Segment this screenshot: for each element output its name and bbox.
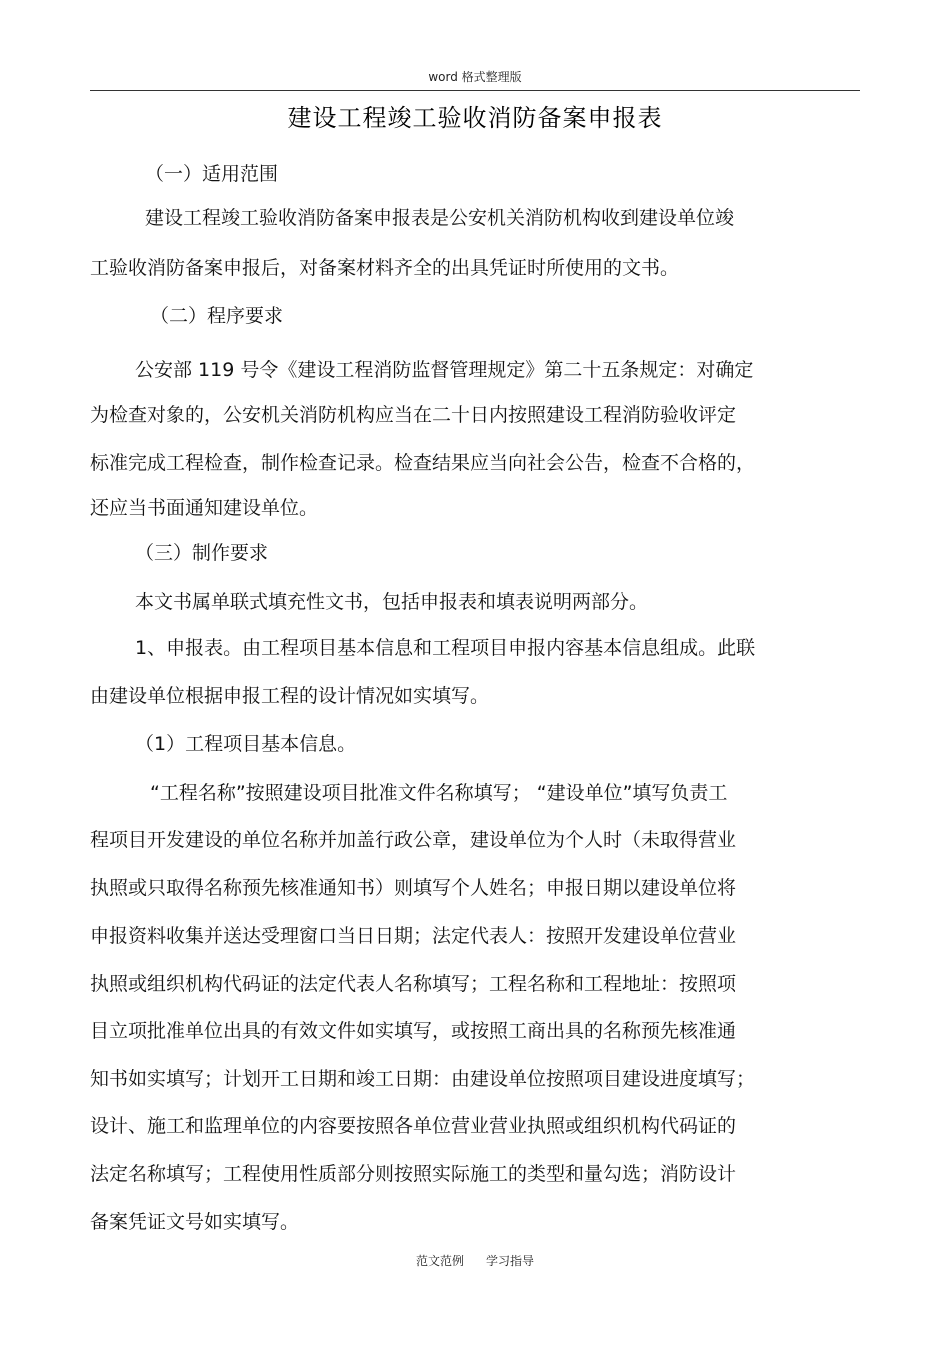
paragraph-line: 公安部 119 号令《建设工程消防监督管理规定》第二十五条规定：对确定	[135, 359, 754, 381]
paragraph-line: 知书如实填写；计划开工日期和竣工日期：由建设单位按照项目建设进度填写；	[90, 1068, 756, 1090]
paragraph-line: 法定名称填写；工程使用性质部分则按照实际施工的类型和量勾选；消防设计	[90, 1163, 737, 1185]
section-heading-scope: （一）适用范围	[145, 163, 279, 185]
paragraph-line: 执照或组织机构代码证的法定代表人名称填写；工程名称和工程地址：按照项	[90, 973, 737, 995]
paragraph-line: 为检查对象的，公安机关消防机构应当在二十日内按照建设工程消防验收评定	[90, 404, 737, 426]
paragraph-line: 还应当书面通知建设单位。	[90, 497, 319, 519]
paragraph-line: 设计、施工和监理单位的内容要按照各单位营业营业执照或组织机构代码证的	[90, 1115, 737, 1137]
subsection-heading: （1）工程项目基本信息。	[135, 733, 357, 755]
paragraph-line: 由建设单位根据申报工程的设计情况如实填写。	[90, 685, 490, 707]
paragraph-line: 工验收消防备案申报后，对备案材料齐全的出具凭证时所使用的文书。	[90, 257, 680, 279]
paragraph-line: 执照或只取得名称预先核准通知书）则填写个人姓名；申报日期以建设单位将	[90, 877, 737, 899]
header-divider	[90, 90, 860, 91]
paragraph-line: 标准完成工程检查，制作检查记录。检查结果应当向社会公告，检查不合格的，	[90, 452, 756, 474]
page-footer	[0, 1252, 950, 1269]
paragraph-line: 目立项批准单位出具的有效文件如实填写，或按照工商出具的名称预先核准通	[90, 1020, 737, 1042]
paragraph-line: 本文书属单联式填充性文书，包括申报表和填表说明两部分。	[135, 591, 649, 613]
paragraph-line: 程项目开发建设的单位名称并加盖行政公章，建设单位为个人时（未取得营业	[90, 829, 737, 851]
page-header: word 格式整理版	[428, 70, 522, 84]
paragraph-line: 申报资料收集并送达受理窗口当日日期；法定代表人：按照开发建设单位营业	[90, 925, 737, 947]
footer-right-text: 学习指导	[486, 1254, 535, 1268]
paragraph-line: 备案凭证文号如实填写。	[90, 1211, 300, 1233]
paragraph-line: 1、申报表。由工程项目基本信息和工程项目申报内容基本信息组成。此联	[135, 637, 756, 659]
footer-left-text: 范文范例	[415, 1254, 464, 1268]
section-heading-procedure: （二）程序要求	[150, 305, 284, 327]
document-title: 建设工程竣工验收消防备案申报表	[287, 104, 663, 132]
paragraph-line: “工程名称”按照建设项目批准文件名称填写； “建设单位”填写负责工	[150, 782, 728, 804]
section-heading-production: （三）制作要求	[135, 542, 269, 564]
paragraph-line: 建设工程竣工验收消防备案申报表是公安机关消防机构收到建设单位竣	[145, 207, 735, 229]
